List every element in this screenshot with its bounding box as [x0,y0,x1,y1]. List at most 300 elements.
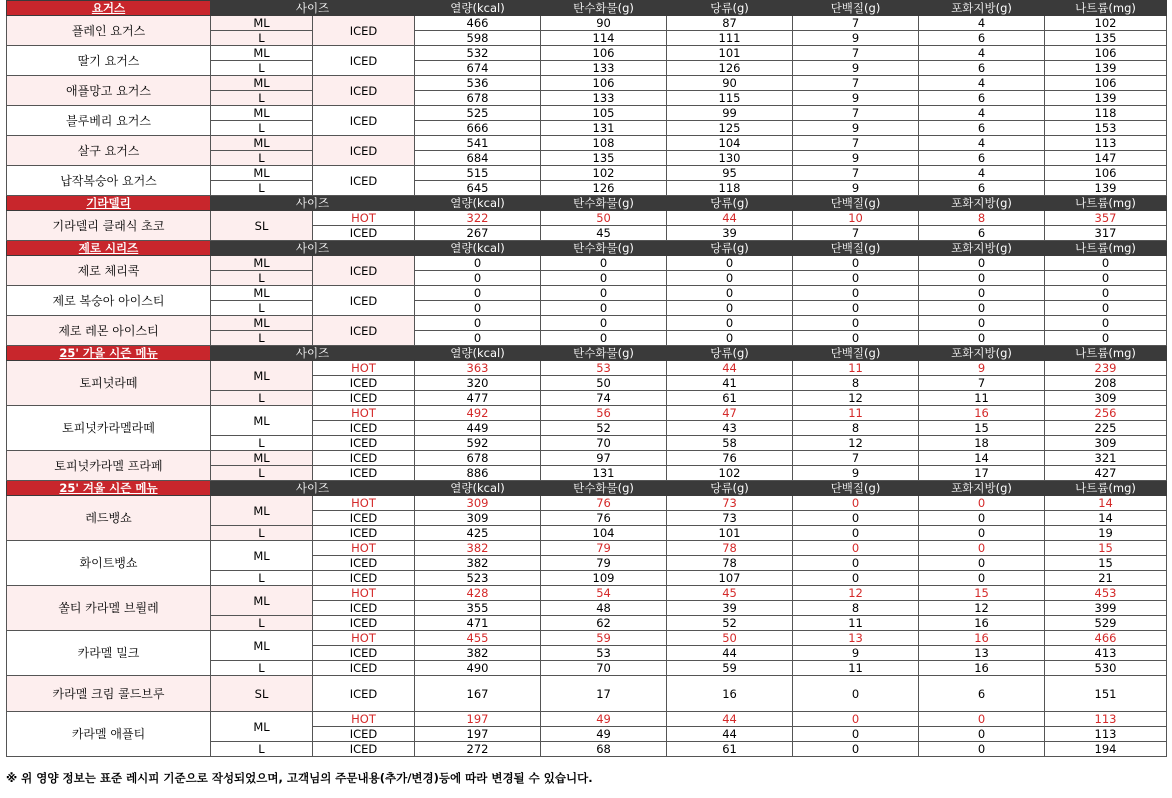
value-cell: 357 [1045,211,1167,226]
value-cell: 0 [793,316,919,331]
value-cell: 0 [1045,256,1167,271]
value-cell: 466 [415,16,541,31]
nutrition-row [7,496,1167,511]
value-cell: 131 [541,121,667,136]
value-cell: 106 [1045,166,1167,181]
value-cell: 7 [793,46,919,61]
size-cell: L [211,121,313,136]
value-cell: 68 [541,742,667,757]
value-cell: 43 [667,421,793,436]
value-cell: 363 [415,361,541,376]
value-cell: 70 [541,436,667,451]
column-header: 탄수화물(g) [541,241,667,256]
menu-name: 제로 체리콕 [7,256,211,286]
temp-cell: HOT [313,541,415,556]
value-cell: 0 [667,316,793,331]
value-cell: 0 [919,511,1045,526]
value-cell: 471 [415,616,541,631]
value-cell: 113 [1045,727,1167,742]
column-header: 열량(kcal) [415,481,541,496]
value-cell: 0 [919,742,1045,757]
temp-cell: ICED [313,601,415,616]
value-cell: 73 [667,496,793,511]
column-header: 나트륨(mg) [1045,196,1167,211]
value-cell: 52 [667,616,793,631]
menu-name: 살구 요거스 [7,136,211,166]
value-cell: 47 [667,406,793,421]
column-header: 당류(g) [667,1,793,16]
value-cell: 0 [1045,286,1167,301]
value-cell: 382 [415,556,541,571]
category-title: 제로 시리즈 [7,241,211,256]
temp-cell: ICED [313,556,415,571]
value-cell: 7 [793,106,919,121]
menu-name: 화이트뱅쇼 [7,541,211,586]
value-cell: 309 [415,496,541,511]
value-cell: 6 [919,31,1045,46]
menu-item [7,406,1167,451]
column-header: 탄수화물(g) [541,481,667,496]
menu-item [7,586,1167,631]
value-cell: 16 [919,631,1045,646]
size-cell: ML [211,106,313,121]
size-cell: ML [211,136,313,151]
nutrition-row [7,406,1167,421]
value-cell: 101 [667,526,793,541]
value-cell: 0 [919,301,1045,316]
value-cell: 131 [541,466,667,481]
value-cell: 133 [541,61,667,76]
value-cell: 0 [793,496,919,511]
value-cell: 7 [793,136,919,151]
value-cell: 413 [1045,646,1167,661]
menu-name: 레드뱅쇼 [7,496,211,541]
value-cell: 0 [541,256,667,271]
column-header: 당류(g) [667,346,793,361]
value-cell: 50 [541,376,667,391]
value-cell: 147 [1045,151,1167,166]
value-cell: 666 [415,121,541,136]
value-cell: 477 [415,391,541,406]
value-cell: 61 [667,742,793,757]
size-cell: ML [211,46,313,61]
value-cell: 0 [793,256,919,271]
value-cell: 126 [667,61,793,76]
value-cell: 106 [541,46,667,61]
value-cell: 90 [541,16,667,31]
value-cell: 8 [793,376,919,391]
value-cell: 427 [1045,466,1167,481]
value-cell: 76 [541,511,667,526]
nutrition-row [7,361,1167,376]
value-cell: 58 [667,436,793,451]
value-cell: 151 [1045,676,1167,712]
value-cell: 15 [919,421,1045,436]
nutrition-row [7,46,1167,61]
column-header: 포화지방(g) [919,196,1045,211]
value-cell: 113 [1045,712,1167,727]
value-cell: 111 [667,31,793,46]
temp-cell: ICED [313,616,415,631]
value-cell: 9 [793,61,919,76]
temp-cell: HOT [313,211,415,226]
size-cell: ML [211,76,313,91]
value-cell: 118 [1045,106,1167,121]
temp-cell: ICED [313,511,415,526]
column-header: 포화지방(g) [919,241,1045,256]
temp-cell: ICED [313,376,415,391]
size-cell: SL [211,676,313,712]
value-cell: 598 [415,31,541,46]
size-cell: L [211,91,313,106]
value-cell: 17 [919,466,1045,481]
value-cell: 523 [415,571,541,586]
value-cell: 44 [667,361,793,376]
value-cell: 0 [541,331,667,346]
menu-name: 기라델리 클래식 초코 [7,211,211,241]
value-cell: 267 [415,226,541,241]
size-cell: ML [211,541,313,571]
value-cell: 12 [793,391,919,406]
value-cell: 14 [1045,511,1167,526]
value-cell: 674 [415,61,541,76]
value-cell: 0 [793,526,919,541]
size-cell: L [211,31,313,46]
value-cell: 14 [1045,496,1167,511]
menu-item [7,106,1167,136]
menu-name: 토피넛카라멜라떼 [7,406,211,451]
value-cell: 0 [919,556,1045,571]
size-cell: L [211,331,313,346]
value-cell: 139 [1045,61,1167,76]
size-cell: L [211,151,313,166]
nutrition-table [6,0,1167,757]
menu-item [7,46,1167,76]
value-cell: 153 [1045,121,1167,136]
value-cell: 0 [919,541,1045,556]
value-cell: 15 [1045,556,1167,571]
nutrition-row [7,16,1167,31]
section-header-row [7,241,1167,256]
value-cell: 208 [1045,376,1167,391]
value-cell: 0 [793,271,919,286]
nutrition-row [7,631,1167,646]
value-cell: 197 [415,727,541,742]
value-cell: 113 [1045,136,1167,151]
value-cell: 54 [541,586,667,601]
column-header: 포화지방(g) [919,346,1045,361]
value-cell: 0 [667,271,793,286]
value-cell: 45 [667,586,793,601]
value-cell: 6 [919,151,1045,166]
menu-name: 딸기 요거스 [7,46,211,76]
value-cell: 101 [667,46,793,61]
menu-name: 제로 복숭아 아이스티 [7,286,211,316]
column-header: 열량(kcal) [415,346,541,361]
value-cell: 78 [667,541,793,556]
column-header: 당류(g) [667,481,793,496]
nutrition-row [7,586,1167,601]
value-cell: 39 [667,601,793,616]
value-cell: 6 [919,91,1045,106]
value-cell: 0 [793,511,919,526]
menu-name: 쏠티 카라멜 브륄레 [7,586,211,631]
value-cell: 0 [541,316,667,331]
menu-item [7,496,1167,541]
temp-cell: ICED [313,46,415,76]
value-cell: 114 [541,31,667,46]
value-cell: 19 [1045,526,1167,541]
value-cell: 11 [793,406,919,421]
column-header: 포화지방(g) [919,1,1045,16]
temp-cell: ICED [313,646,415,661]
nutrition-row [7,712,1167,727]
value-cell: 9 [919,361,1045,376]
temp-cell: ICED [313,391,415,406]
value-cell: 18 [919,436,1045,451]
value-cell: 399 [1045,601,1167,616]
value-cell: 11 [793,361,919,376]
value-cell: 12 [793,586,919,601]
temp-cell: HOT [313,496,415,511]
value-cell: 15 [1045,541,1167,556]
value-cell: 90 [667,76,793,91]
size-cell: ML [211,631,313,661]
value-cell: 592 [415,436,541,451]
value-cell: 4 [919,106,1045,121]
temp-cell: HOT [313,712,415,727]
value-cell: 87 [667,16,793,31]
value-cell: 0 [667,286,793,301]
menu-item [7,712,1167,757]
column-header: 열량(kcal) [415,196,541,211]
value-cell: 0 [793,286,919,301]
value-cell: 197 [415,712,541,727]
value-cell: 106 [1045,76,1167,91]
value-cell: 530 [1045,661,1167,676]
menu-name: 제로 레몬 아이스티 [7,316,211,346]
nutrition-row [7,541,1167,556]
value-cell: 102 [667,466,793,481]
nutrition-row [7,211,1167,226]
column-header-size: 사이즈 [211,481,415,496]
value-cell: 0 [1045,331,1167,346]
value-cell: 645 [415,181,541,196]
value-cell: 449 [415,421,541,436]
value-cell: 466 [1045,631,1167,646]
value-cell: 0 [541,286,667,301]
category-title: 25' 가을 시즌 메뉴 [7,346,211,361]
value-cell: 56 [541,406,667,421]
value-cell: 99 [667,106,793,121]
value-cell: 0 [667,331,793,346]
section-block [7,196,1167,211]
value-cell: 7 [793,166,919,181]
value-cell: 16 [667,676,793,712]
temp-cell: ICED [313,526,415,541]
value-cell: 490 [415,661,541,676]
value-cell: 0 [919,286,1045,301]
value-cell: 15 [919,586,1045,601]
size-cell: L [211,61,313,76]
column-header: 탄수화물(g) [541,196,667,211]
size-cell: ML [211,256,313,271]
category-title: 요거스 [7,1,211,16]
value-cell: 0 [793,541,919,556]
column-header-size: 사이즈 [211,346,415,361]
value-cell: 79 [541,556,667,571]
value-cell: 48 [541,601,667,616]
size-cell: L [211,391,313,406]
section-header-row [7,1,1167,16]
column-header: 단백질(g) [793,241,919,256]
value-cell: 76 [541,496,667,511]
value-cell: 0 [919,316,1045,331]
size-cell: ML [211,586,313,616]
value-cell: 52 [541,421,667,436]
size-cell: L [211,181,313,196]
menu-item [7,361,1167,406]
value-cell: 0 [793,676,919,712]
value-cell: 126 [541,181,667,196]
column-header: 나트륨(mg) [1045,481,1167,496]
value-cell: 44 [667,727,793,742]
value-cell: 272 [415,742,541,757]
value-cell: 106 [541,76,667,91]
nutrition-row [7,76,1167,91]
value-cell: 4 [919,46,1045,61]
value-cell: 76 [667,451,793,466]
menu-item [7,136,1167,166]
value-cell: 106 [1045,46,1167,61]
value-cell: 529 [1045,616,1167,631]
nutrition-row [7,256,1167,271]
column-header: 탄수화물(g) [541,346,667,361]
value-cell: 14 [919,451,1045,466]
menu-name: 카라멜 밀크 [7,631,211,676]
value-cell: 13 [919,646,1045,661]
temp-cell: ICED [313,106,415,136]
value-cell: 0 [415,286,541,301]
temp-cell: ICED [313,316,415,346]
value-cell: 309 [1045,391,1167,406]
value-cell: 9 [793,121,919,136]
value-cell: 4 [919,166,1045,181]
temp-cell: ICED [313,676,415,712]
value-cell: 139 [1045,91,1167,106]
value-cell: 50 [667,631,793,646]
menu-item [7,166,1167,196]
value-cell: 50 [541,211,667,226]
size-cell: ML [211,361,313,391]
menu-name: 토피넛카라멜 프라페 [7,451,211,481]
value-cell: 886 [415,466,541,481]
value-cell: 0 [919,271,1045,286]
value-cell: 97 [541,451,667,466]
value-cell: 425 [415,526,541,541]
value-cell: 135 [1045,31,1167,46]
value-cell: 0 [793,301,919,316]
value-cell: 11 [793,661,919,676]
value-cell: 139 [1045,181,1167,196]
column-header-size: 사이즈 [211,241,415,256]
value-cell: 7 [793,226,919,241]
temp-cell: ICED [313,451,415,466]
menu-name: 토피넛라떼 [7,361,211,406]
temp-cell: HOT [313,586,415,601]
section-header-row [7,196,1167,211]
value-cell: 0 [1045,316,1167,331]
value-cell: 95 [667,166,793,181]
value-cell: 322 [415,211,541,226]
value-cell: 382 [415,541,541,556]
value-cell: 16 [919,661,1045,676]
value-cell: 194 [1045,742,1167,757]
value-cell: 104 [667,136,793,151]
menu-item [7,541,1167,586]
value-cell: 9 [793,31,919,46]
value-cell: 536 [415,76,541,91]
column-header: 나트륨(mg) [1045,346,1167,361]
temp-cell: ICED [313,166,415,196]
value-cell: 8 [793,421,919,436]
column-header: 단백질(g) [793,346,919,361]
value-cell: 41 [667,376,793,391]
value-cell: 8 [919,211,1045,226]
menu-item [7,211,1167,241]
value-cell: 6 [919,226,1045,241]
value-cell: 0 [415,301,541,316]
value-cell: 453 [1045,586,1167,601]
temp-cell: ICED [313,661,415,676]
value-cell: 62 [541,616,667,631]
temp-cell: HOT [313,361,415,376]
temp-cell: ICED [313,76,415,106]
temp-cell: ICED [313,226,415,241]
value-cell: 109 [541,571,667,586]
value-cell: 7 [793,16,919,31]
value-cell: 13 [793,631,919,646]
value-cell: 6 [919,676,1045,712]
temp-cell: ICED [313,256,415,286]
category-title: 기라델리 [7,196,211,211]
value-cell: 9 [793,151,919,166]
menu-item [7,451,1167,481]
value-cell: 16 [919,616,1045,631]
value-cell: 6 [919,121,1045,136]
column-header-size: 사이즈 [211,1,415,16]
nutrition-row [7,166,1167,181]
temp-cell: ICED [313,436,415,451]
value-cell: 11 [919,391,1045,406]
value-cell: 455 [415,631,541,646]
temp-cell: ICED [313,421,415,436]
menu-item [7,631,1167,676]
value-cell: 9 [793,646,919,661]
value-cell: 6 [919,181,1045,196]
temp-cell: ICED [313,727,415,742]
value-cell: 0 [415,271,541,286]
value-cell: 6 [919,61,1045,76]
category-title: 25' 겨울 시즌 메뉴 [7,481,211,496]
value-cell: 115 [667,91,793,106]
column-header-size: 사이즈 [211,196,415,211]
value-cell: 7 [793,451,919,466]
footnote: ※ 위 영양 정보는 표준 레시피 기준으로 작성되었으며, 고객님의 주문내용(추가/변경)등에 따라 변경될 수 있습니다. [6,771,593,785]
temp-cell: HOT [313,631,415,646]
value-cell: 44 [667,646,793,661]
value-cell: 53 [541,646,667,661]
